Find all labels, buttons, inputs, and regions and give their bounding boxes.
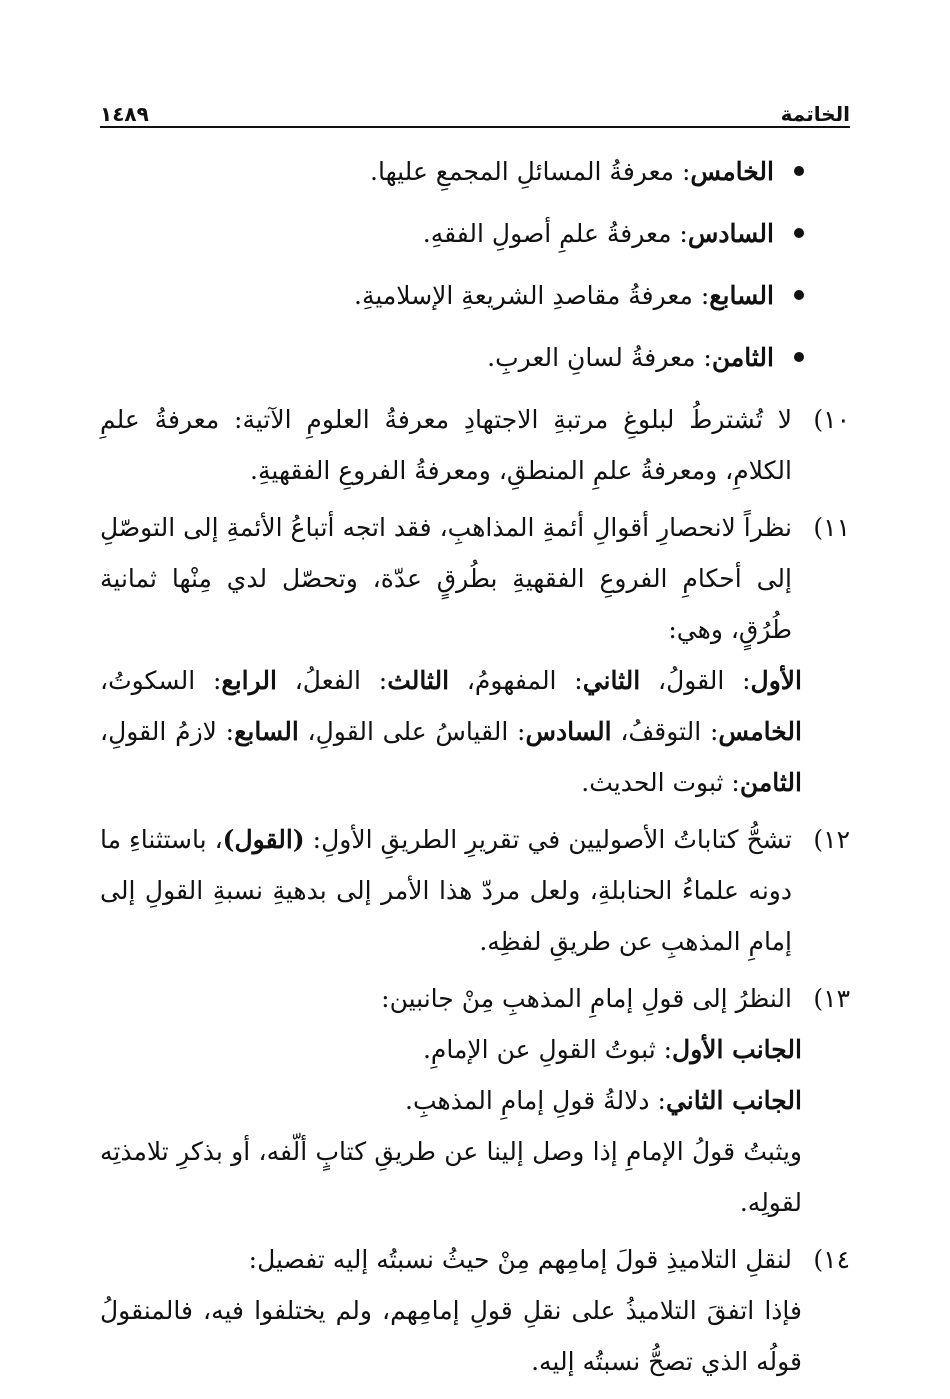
numbered-item-13 <box>100 973 850 1024</box>
method-text: : السكوتُ، <box>100 666 222 695</box>
item-text <box>100 814 792 967</box>
bullet-text: : معرفةُ مقاصدِ الشريعةِ الإسلاميةِ. <box>354 280 710 310</box>
item-13-note: ويثبتُ قولُ الإمامِ إذا وصل إلينا عن طريقِ كتابٍ ألّفه، أو بذكرِ تلامذتِه لقولِه. <box>100 1137 802 1217</box>
bullet-item <box>100 326 804 388</box>
bullet-term: السادس <box>687 218 774 248</box>
numbered-item-14 <box>100 1234 850 1285</box>
method-text: : الفعلُ، <box>276 666 388 695</box>
method-text: : لازمُ القولِ، <box>100 717 235 746</box>
method-term: الثامن <box>739 768 802 797</box>
item-emphasis: (القول) <box>222 825 305 854</box>
bullet-item <box>100 264 804 326</box>
chapter-title: الخاتمة <box>780 102 850 126</box>
item-number: ١٠) <box>813 405 850 434</box>
method-term: الثاني <box>582 666 641 695</box>
page-number: ١٤٨٩ <box>100 102 149 126</box>
bullet-item <box>100 140 804 202</box>
method-text: : القياسُ على القولِ، <box>298 717 526 746</box>
method-term: الخامس <box>718 717 802 746</box>
bullet-icon <box>794 352 804 362</box>
item-number: ١٣) <box>813 984 850 1013</box>
side-text: : ثبوتُ القولِ عن الإمامِ. <box>422 1035 673 1064</box>
side-two <box>100 1075 802 1126</box>
method-text: : القولُ، <box>640 666 751 695</box>
item-number: ١٤) <box>813 1245 850 1274</box>
side-one <box>100 1024 802 1075</box>
item-text: النظرُ إلى قولِ إمامِ المذهبِ مِنْ جانبين: <box>381 984 792 1013</box>
method-text: : ثبوت الحديث. <box>581 768 740 797</box>
numbered-item-11 <box>100 502 850 655</box>
bullet-text: : معرفةُ المسائلِ المجمعِ عليها. <box>370 156 691 186</box>
method-term: السادس <box>525 717 612 746</box>
method-text: : التوقفُ، <box>611 717 719 746</box>
bullet-item <box>100 202 804 264</box>
method-term: السابع <box>234 717 299 746</box>
bullet-term: السابع <box>709 280 774 310</box>
methods-list <box>100 655 802 808</box>
bullet-icon <box>794 290 804 300</box>
method-term: الأول <box>750 666 802 695</box>
method-term: الثالث <box>387 666 450 695</box>
item-text-part: تشحُّ كتاباتُ الأصوليين في تقريرِ الطريقِ الأولِ: <box>304 825 792 854</box>
method-text: : المفهومُ، <box>449 666 583 695</box>
bullet-text: : معرفةُ علمِ أصولِ الفقهِ. <box>422 218 688 248</box>
side-text: : دلالةُ قولِ إمامِ المذهبِ. <box>405 1086 666 1115</box>
numbered-item-12 <box>100 814 850 967</box>
side-term: الجانب الثاني <box>665 1086 802 1115</box>
item-text-part: ، باستثناءِ ما دونه علماءُ الحنابلةِ، ولعل مردّ هذا الأمر إلى بدهيةِ نسبةِ القولِ إلى إمامِ المذهبِ عن طريقِ لفظِه. <box>100 825 792 956</box>
bullet-list <box>100 140 850 388</box>
header-rule <box>100 126 850 128</box>
page-body <box>100 140 850 1376</box>
bullet-icon <box>794 166 804 176</box>
item-number: ١٢) <box>813 825 850 854</box>
item-text: لنقلِ التلاميذِ قولَ إمامِهم مِنْ حيثُ نسبتُه إليه تفصيل: <box>248 1245 792 1274</box>
bullet-term: الثامن <box>711 342 774 372</box>
bullet-text: : معرفةُ لسانِ العربِ. <box>487 342 712 372</box>
bullet-icon <box>794 228 804 238</box>
item-text: نظراً لانحصارِ أقوالِ أئمةِ المذاهبِ، فقد اتجه أتباعُ الأئمةِ إلى التوصّلِ إلى أحكامِ الفروعِ الفقهيةِ بطُرقٍ عدّة، وتحصّل لدي مِنْها ثمانية طُرُقٍ، وهي: <box>100 513 792 644</box>
bullet-term: الخامس <box>690 156 774 186</box>
numbered-item-10 <box>100 394 850 496</box>
running-header <box>100 96 850 124</box>
side-term: الجانب الأول <box>672 1035 802 1064</box>
method-term: الرابع <box>221 666 277 695</box>
item-text: لا تُشترطُ لبلوغِ مرتبةِ الاجتهادِ معرفةُ العلومِ الآتية: معرفةُ علمِ الكلامِ، ومعرفةُ علمِ المنطقِ، ومعرفةُ الفروعِ الفقهيةِ. <box>100 405 792 485</box>
item-14-detail: فإذا اتفقَ التلاميذُ على نقلِ قولِ إمامِهم، ولم يختلفوا فيه، فالمنقولُ قولُه الذي تصحُّ نسبتُه إليه. <box>100 1296 802 1376</box>
item-number: ١١) <box>813 513 850 542</box>
